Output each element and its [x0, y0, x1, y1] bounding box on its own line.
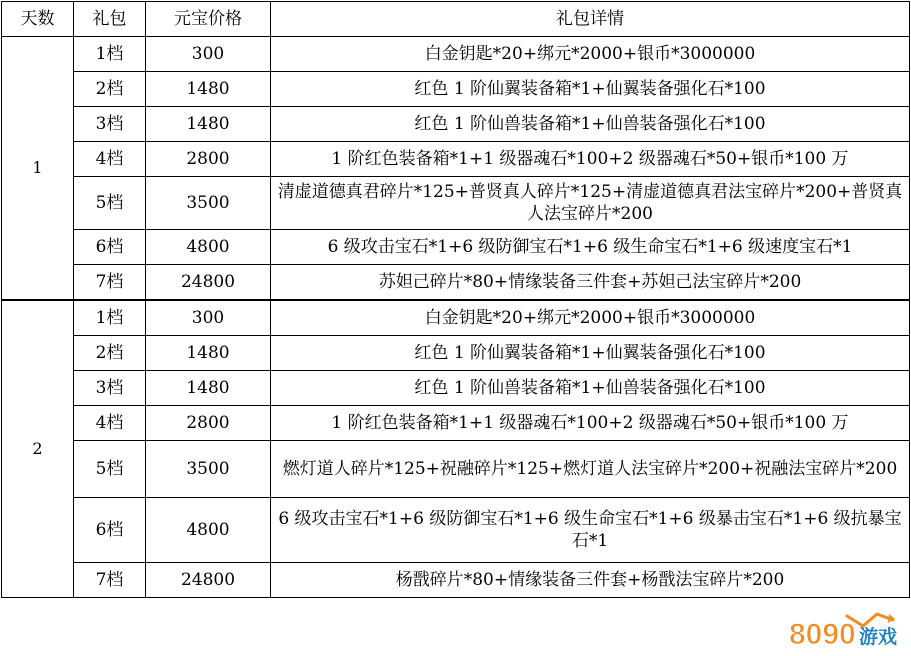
detail-cell: 红色 1 阶仙翼装备箱*1+仙翼装备强化石*100: [271, 72, 910, 107]
pack-cell: 3档: [74, 371, 146, 406]
header-price: 元宝价格: [146, 2, 271, 37]
price-cell: 3500: [146, 441, 271, 498]
detail-cell: 白金钥匙*20+绑元*2000+银币*3000000: [271, 37, 910, 72]
price-cell: 300: [146, 37, 271, 72]
table-row: [2, 441, 910, 498]
price-cell: 2800: [146, 142, 271, 177]
price-cell: 3500: [146, 177, 271, 230]
table-row: [2, 177, 910, 230]
price-cell: 300: [146, 300, 271, 336]
pack-cell: 6档: [74, 230, 146, 265]
detail-cell: 红色 1 阶仙翼装备箱*1+仙翼装备强化石*100: [271, 336, 910, 371]
logo-arrow-icon: [847, 614, 893, 626]
detail-cell: 燃灯道人碎片*125+祝融碎片*125+燃灯道人法宝碎片*200+祝融法宝碎片*200: [271, 441, 910, 498]
table-row: [2, 265, 910, 301]
table-row: [2, 107, 910, 142]
table-row: [2, 72, 910, 107]
price-cell: 1480: [146, 371, 271, 406]
header-detail: 礼包详情: [271, 2, 910, 37]
price-cell: 4800: [146, 230, 271, 265]
price-cell: 24800: [146, 265, 271, 301]
table-row: [2, 563, 910, 598]
detail-cell: 1 阶红色装备箱*1+1 级器魂石*100+2 级器魂石*50+银币*100 万: [271, 406, 910, 441]
pack-cell: 5档: [74, 441, 146, 498]
price-cell: 1480: [146, 107, 271, 142]
detail-cell: 苏妲己碎片*80+情缘装备三件套+苏妲己法宝碎片*200: [271, 265, 910, 301]
pack-cell: 7档: [74, 265, 146, 301]
detail-cell: 红色 1 阶仙兽装备箱*1+仙兽装备强化石*100: [271, 107, 910, 142]
detail-cell: 6 级攻击宝石*1+6 级防御宝石*1+6 级生命宝石*1+6 级速度宝石*1: [271, 230, 910, 265]
day-cell: 1: [2, 37, 74, 301]
detail-cell: 1 阶红色装备箱*1+1 级器魂石*100+2 级器魂石*50+银币*100 万: [271, 142, 910, 177]
detail-cell: 红色 1 阶仙兽装备箱*1+仙兽装备强化石*100: [271, 371, 910, 406]
table-header-row: [2, 2, 910, 37]
detail-cell: 白金钥匙*20+绑元*2000+银币*3000000: [271, 300, 910, 336]
table-row: [2, 336, 910, 371]
logo-number: 8090: [789, 618, 856, 651]
site-logo-watermark: [785, 606, 905, 654]
table-row: [2, 230, 910, 265]
detail-cell: 杨戬碎片*80+情缘装备三件套+杨戬法宝碎片*200: [271, 563, 910, 598]
pack-cell: 1档: [74, 300, 146, 336]
price-cell: 1480: [146, 336, 271, 371]
day-cell: 2: [2, 300, 74, 598]
pack-cell: 4档: [74, 142, 146, 177]
price-cell: 24800: [146, 563, 271, 598]
pack-cell: 2档: [74, 72, 146, 107]
pack-cell: 4档: [74, 406, 146, 441]
table-row: [2, 371, 910, 406]
detail-cell: 清虚道德真君碎片*125+普贤真人碎片*125+清虚道德真君法宝碎片*200+普贤真人法宝碎片*200: [271, 177, 910, 230]
price-cell: 1480: [146, 72, 271, 107]
table-row: [2, 37, 910, 72]
header-day: 天数: [2, 2, 74, 37]
pack-cell: 6档: [74, 498, 146, 563]
table-row: [2, 142, 910, 177]
pack-cell: 5档: [74, 177, 146, 230]
gift-pack-table: [1, 1, 910, 598]
logo-word: 游戏: [859, 626, 898, 648]
pack-cell: 1档: [74, 37, 146, 72]
table-row: [2, 498, 910, 563]
detail-cell: 6 级攻击宝石*1+6 级防御宝石*1+6 级生命宝石*1+6 级暴击宝石*1+6 级抗暴宝石*1: [271, 498, 910, 563]
pack-cell: 2档: [74, 336, 146, 371]
table-row: [2, 300, 910, 336]
table-row: [2, 406, 910, 441]
price-cell: 2800: [146, 406, 271, 441]
pack-cell: 7档: [74, 563, 146, 598]
price-cell: 4800: [146, 498, 271, 563]
header-pack: 礼包: [74, 2, 146, 37]
pack-cell: 3档: [74, 107, 146, 142]
